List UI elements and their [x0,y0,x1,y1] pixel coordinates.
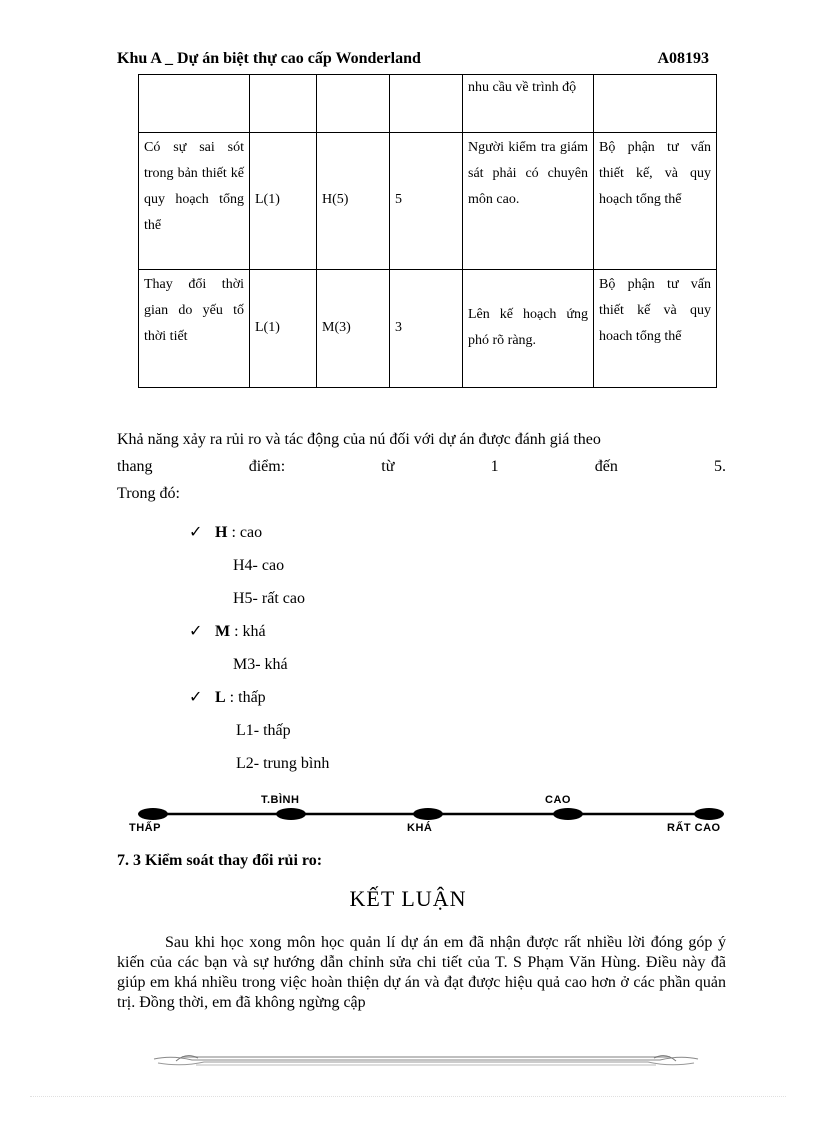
legend-key: L [215,689,226,706]
scale-label-high: CAO [545,794,571,806]
scale-label-low: THẤP [129,822,161,834]
risk-table [138,74,717,388]
table-cell-measure: Người kiểm tra giám sát phải có chuyên môn cao. [463,133,594,270]
table-row [139,270,717,388]
scale-line-graphic [117,790,757,840]
legend-desc: : khá [230,623,266,640]
paragraph-line: Trong đó: [117,485,180,502]
table-row [139,75,717,133]
checkmark-icon: ✓ [189,524,203,541]
table-cell-likelihood: L(1) [250,133,317,270]
header-code: A08193 [657,50,709,67]
table-row [139,133,717,270]
scale-label-very-high: RẤT CAO [667,822,721,834]
table-cell-measure: nhu cầu về trình độ [463,75,594,133]
table-cell-owner: Bộ phận tư vấn thiết kế, và quy hoạch tổng thể [594,133,717,270]
legend-key: H [215,524,228,541]
checkmark-icon: ✓ [189,623,203,640]
scale-label-fair: KHÁ [407,822,433,834]
scale-label-medium: T.BÌNH [261,794,300,806]
scale-point [276,808,306,820]
page-header [117,50,709,70]
table-cell-likelihood: L(1) [250,270,317,388]
paragraph-line: Khả năng xảy ra rủi ro và tác động của nú đối với dự án được đánh giá theo [117,431,601,448]
paragraph-line: thang điểm: từ 1 đến 5. [117,458,726,475]
table-cell-risk: Có sự sai sót trong bản thiết kế quy hoạch tổng thể [139,133,250,270]
scale-point [694,808,724,820]
table-cell-impact: H(5) [317,133,390,270]
table-cell-score: 3 [390,270,463,388]
checkmark-icon: ✓ [189,689,203,706]
table-cell [317,75,390,133]
legend-level: H4- cao [233,557,285,574]
table-cell-risk: Thay đổi thời gian do yếu tố thời tiết [139,270,250,388]
table-cell-score: 5 [390,133,463,270]
conclusion-heading: KẾT LUẬN [349,886,467,911]
scale-point [138,808,168,820]
table-cell [390,75,463,133]
conclusion-body: Sau khi học xong môn học quản lí dự án em đã nhận được rất nhiều lời đóng góp ý kiến của các bạn và sự hướng dẫn chỉnh sửa chi tiết của T. S Phạm Văn Hùng. Điều này đã giúp em khá nhiều trong việc hoàn thiện dự án và đạt được hiệu quả cao hơn ở các phần quản trị. Đồng thời, em đã không ngừng cập [117,934,726,1011]
table-cell [250,75,317,133]
footer-ornament [152,1049,700,1071]
risk-scale [117,790,757,840]
legend-item-m [215,623,266,641]
table-cell-measure: Lên kế hoạch ứng phó rõ ràng. [463,270,594,388]
scale-point [553,808,583,820]
legend-key: M [215,623,231,640]
table-cell-owner: Bộ phận tư vấn thiết kế và quy hoach tổng thể [594,270,717,388]
table-cell [594,75,717,133]
section-title: 7. 3 Kiểm soát thay đổi rủi ro: [117,852,323,869]
legend-level: L2- trung bình [236,755,330,772]
legend-level: M3- khá [233,656,288,673]
table-cell-impact: M(3) [317,270,390,388]
legend-desc: : cao [227,524,263,541]
legend-level: L1- thấp [236,722,291,739]
legend-item-h [215,524,262,542]
header-title: Khu A _ Dự án biệt thự cao cấp Wonderland [117,50,421,67]
rating-paragraph [117,426,726,507]
legend-desc: : thấp [225,689,266,706]
scale-point [413,808,443,820]
table-cell [139,75,250,133]
legend-item-l [215,689,266,707]
page-bottom-rule [30,1096,786,1097]
legend-level: H5- rất cao [233,590,305,607]
